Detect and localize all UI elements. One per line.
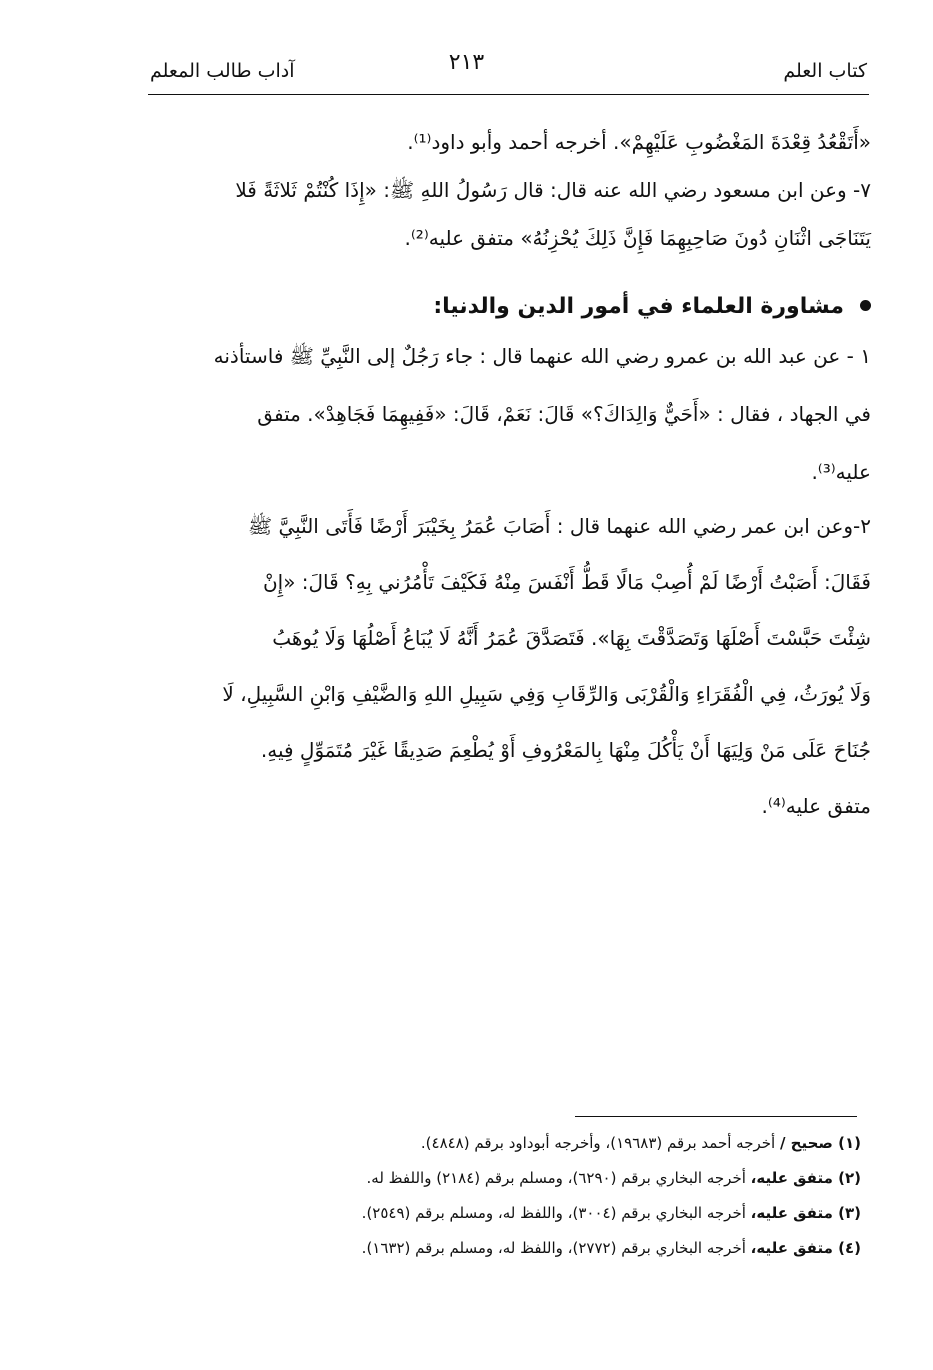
hadith-2-line: جُنَاحَ عَلَى مَنْ وَلِيَهَا أَنْ يَأْكُلَ مِنْهَا بِالمَعْرُوفِ أَوْ يُطْعِمَ صَدِيقًا غَيْرَ مُتَمَوِّلٍ فِيهِ.: [260, 738, 871, 762]
hadith-1-line: في الجهاد ، فقال : «أَحَيٌّ وَالِدَاكَ؟» قَالَ: نَعَمْ، قَالَ: «فَفِيهِمَا فَجَاهِدْ». متفق: [257, 402, 871, 426]
intro-line: «أَتَقْعُدُ قِعْدَةَ المَغْضُوبِ عَلَيْهِمْ». أخرجه أحمد وأبو داود⁽¹⁾.: [407, 130, 871, 154]
hadith-1-line: ١ - عن عبد الله بن عمرو رضي الله عنهما قال : جاء رَجُلٌ إلى النَّبِيِّ ﷺ فاستأذنه: [213, 344, 871, 368]
footnote: [362, 1239, 861, 1257]
section-heading: [433, 294, 871, 319]
footnote-rule: [575, 1116, 857, 1117]
footnote-label: (٢) متفق عليه،: [750, 1169, 861, 1187]
footnote-label: (١) صحيح /: [779, 1134, 861, 1152]
footnote-text: أخرجه البخاري برقم (٢٧٧٢)، واللفظ له، ومسلم برقم (١٦٣٢).: [361, 1239, 751, 1257]
running-header-book: كتاب العلم: [783, 60, 867, 82]
header-rule: [148, 94, 869, 95]
bullet-icon: [860, 300, 871, 311]
running-header-section: آداب طالب المعلم: [150, 60, 295, 82]
footnote: [421, 1134, 861, 1152]
page-number: ٢١٣: [448, 50, 485, 75]
hadith-2-line: شِئْتَ حَبَّسْتَ أَصْلَهَا وَتَصَدَّقْتَ بِهَا». فَتَصَدَّقَ عُمَرُ أَنَّهُ لَا يُبَاعُ أَصْلُهَا وَلَا يُوهَبُ: [272, 626, 871, 650]
footnote-text: أخرجه البخاري برقم (٣٠٠٤)، واللفظ له، ومسلم برقم (٢٥٤٩).: [361, 1204, 751, 1222]
hadith-2-line: متفق عليه⁽⁴⁾.: [761, 794, 871, 818]
footnote: [362, 1204, 861, 1222]
hadith-1-line: عليه⁽³⁾.: [811, 460, 871, 484]
footnote: [367, 1169, 861, 1187]
hadith-2-line: فَقَالَ: أَصَبْتُ أَرْضًا لَمْ أُصِبْ مَالًا قَطُّ أَنْفَسَ مِنْهُ فَكَيْفَ تَأْمُرُني بِهِ؟ قَالَ: «إِنْ: [262, 570, 871, 594]
section-heading-text: مشاورة العلماء في أمور الدين والدنيا:: [433, 294, 844, 319]
intro-line: يَتَنَاجَى اثْنَانِ دُونَ صَاحِبِهِمَا فَإِنَّ ذَلِكَ يُحْزِنُهُ» متفق عليه⁽²⁾.: [404, 226, 871, 250]
footnote-text: أخرجه أحمد برقم (١٩٦٨٣)، وأخرجه أبوداود برقم (٤٨٤٨).: [420, 1134, 780, 1152]
intro-line: ٧- وعن ابن مسعود رضي الله عنه قال: قال رَسُولُ اللهِ ﷺ: «إِذَا كُنْتُمْ ثَلاثَةً فَلا: [235, 178, 871, 202]
footnote-text: أخرجه البخاري برقم (٦٢٩٠)، ومسلم برقم (٢١٨٤) واللفظ له.: [366, 1169, 751, 1187]
footnote-label: (٣) متفق عليه،: [750, 1204, 861, 1222]
hadith-2-line: وَلَا يُورَثُ، فِي الْفُقَرَاءِ وَالْقُرْبَى وَالرِّقَابِ وَفِي سَبِيلِ اللهِ وَالضَّيْفِ وَابْنِ السَّبِيلِ، لَا: [222, 682, 871, 706]
footnote-label: (٤) متفق عليه،: [750, 1239, 861, 1257]
hadith-2-line: ٢-وعن ابن عمر رضي الله عنهما قال : أَصَابَ عُمَرُ بِخَيْبَرَ أَرْضًا فَأَتَى النَّبِيَّ ﷺ: [247, 514, 871, 538]
